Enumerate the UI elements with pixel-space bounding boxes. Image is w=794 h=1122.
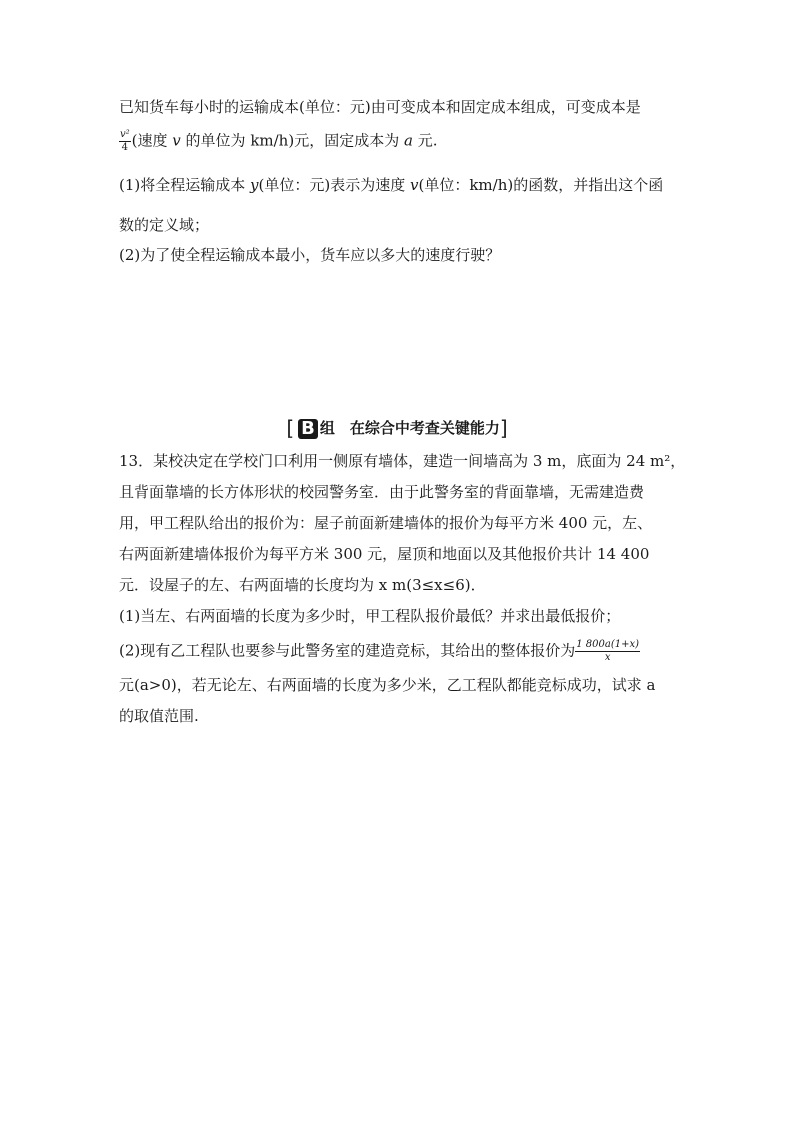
problem-12-question-1-cont: 数的定义域； <box>119 216 210 234</box>
problem-13-question-2-cont-2: 的取值范围. <box>119 707 199 725</box>
problem-13-question-2 <box>119 640 641 663</box>
variable-v: v <box>172 131 181 150</box>
variable-y: y <box>250 176 259 194</box>
fraction-numerator: 1 800a(1+x) <box>576 639 640 650</box>
problem-12-question-1 <box>119 175 663 195</box>
text-segment: (单位：km/h)的函数，并指出这个函 <box>418 176 664 194</box>
problem-13-line-4: 右两面新建墙体报价为每平方米 300 元，屋顶和地面以及其他报价共计 14 400 <box>119 545 650 563</box>
problem-12-line-1: 已知货车每小时的运输成本(单位：元)由可变成本和固定成本组成，可变成本是 <box>119 98 641 116</box>
bracket-open: [ <box>286 416 295 440</box>
text-segment: (单位：元)表示为速度 <box>258 176 410 194</box>
text-segment: 元. <box>412 131 438 150</box>
section-heading <box>0 416 794 440</box>
section-title: 组 在综合中考查关键能力 <box>319 419 500 437</box>
problem-13-line-2: 且背面靠墙的长方体形状的校园警务室．由于此警务室的背面靠墙，无需建造费 <box>119 483 645 501</box>
problem-13-line-3: 用，甲工程队给出的报价为：屋子前面新建墙体的报价为每平方米 400 元，左、 <box>119 514 653 532</box>
text-segment: (2)现有乙工程队也要参与此警务室的建造竞标，其给出的整体报价为 <box>119 641 576 660</box>
problem-12-question-2: (2)为了使全程运输成本最小，货车应以多大的速度行驶？ <box>119 246 501 264</box>
text-segment: (速度 <box>131 131 173 150</box>
fraction-denominator: x <box>604 652 611 663</box>
variable-a: a <box>403 131 413 150</box>
bracket-close: ] <box>499 416 508 440</box>
problem-12-line-2 <box>119 130 437 153</box>
group-b-badge: B <box>298 419 318 439</box>
problem-13-line-1: 13．某校决定在学校门口利用一侧原有墙体，建造一间墙高为 3 m，底面为 24 m²， <box>119 452 686 470</box>
problem-13-question-1: (1)当左、右两面墙的长度为多少时，甲工程队报价最低？并求出最低报价； <box>119 607 621 625</box>
fraction-denominator: 4 <box>121 142 129 153</box>
text-segment: 的单位为 km/h)元，固定成本为 <box>180 131 404 150</box>
fraction-v-squared-over-4 <box>119 130 131 153</box>
problem-13-question-2-cont: 元(a>0)，若无论左、右两面墙的长度为多少米，乙工程队都能竞标成功，试求 a <box>119 676 656 694</box>
fraction-numerator: v² <box>120 129 130 140</box>
text-segment: (1)将全程运输成本 <box>119 176 251 194</box>
problem-13-line-5: 元．设屋子的左、右两面墙的长度均为 x m(3≤x≤6)． <box>119 576 486 594</box>
variable-v: v <box>410 176 419 194</box>
fraction-bid-formula <box>575 640 640 663</box>
